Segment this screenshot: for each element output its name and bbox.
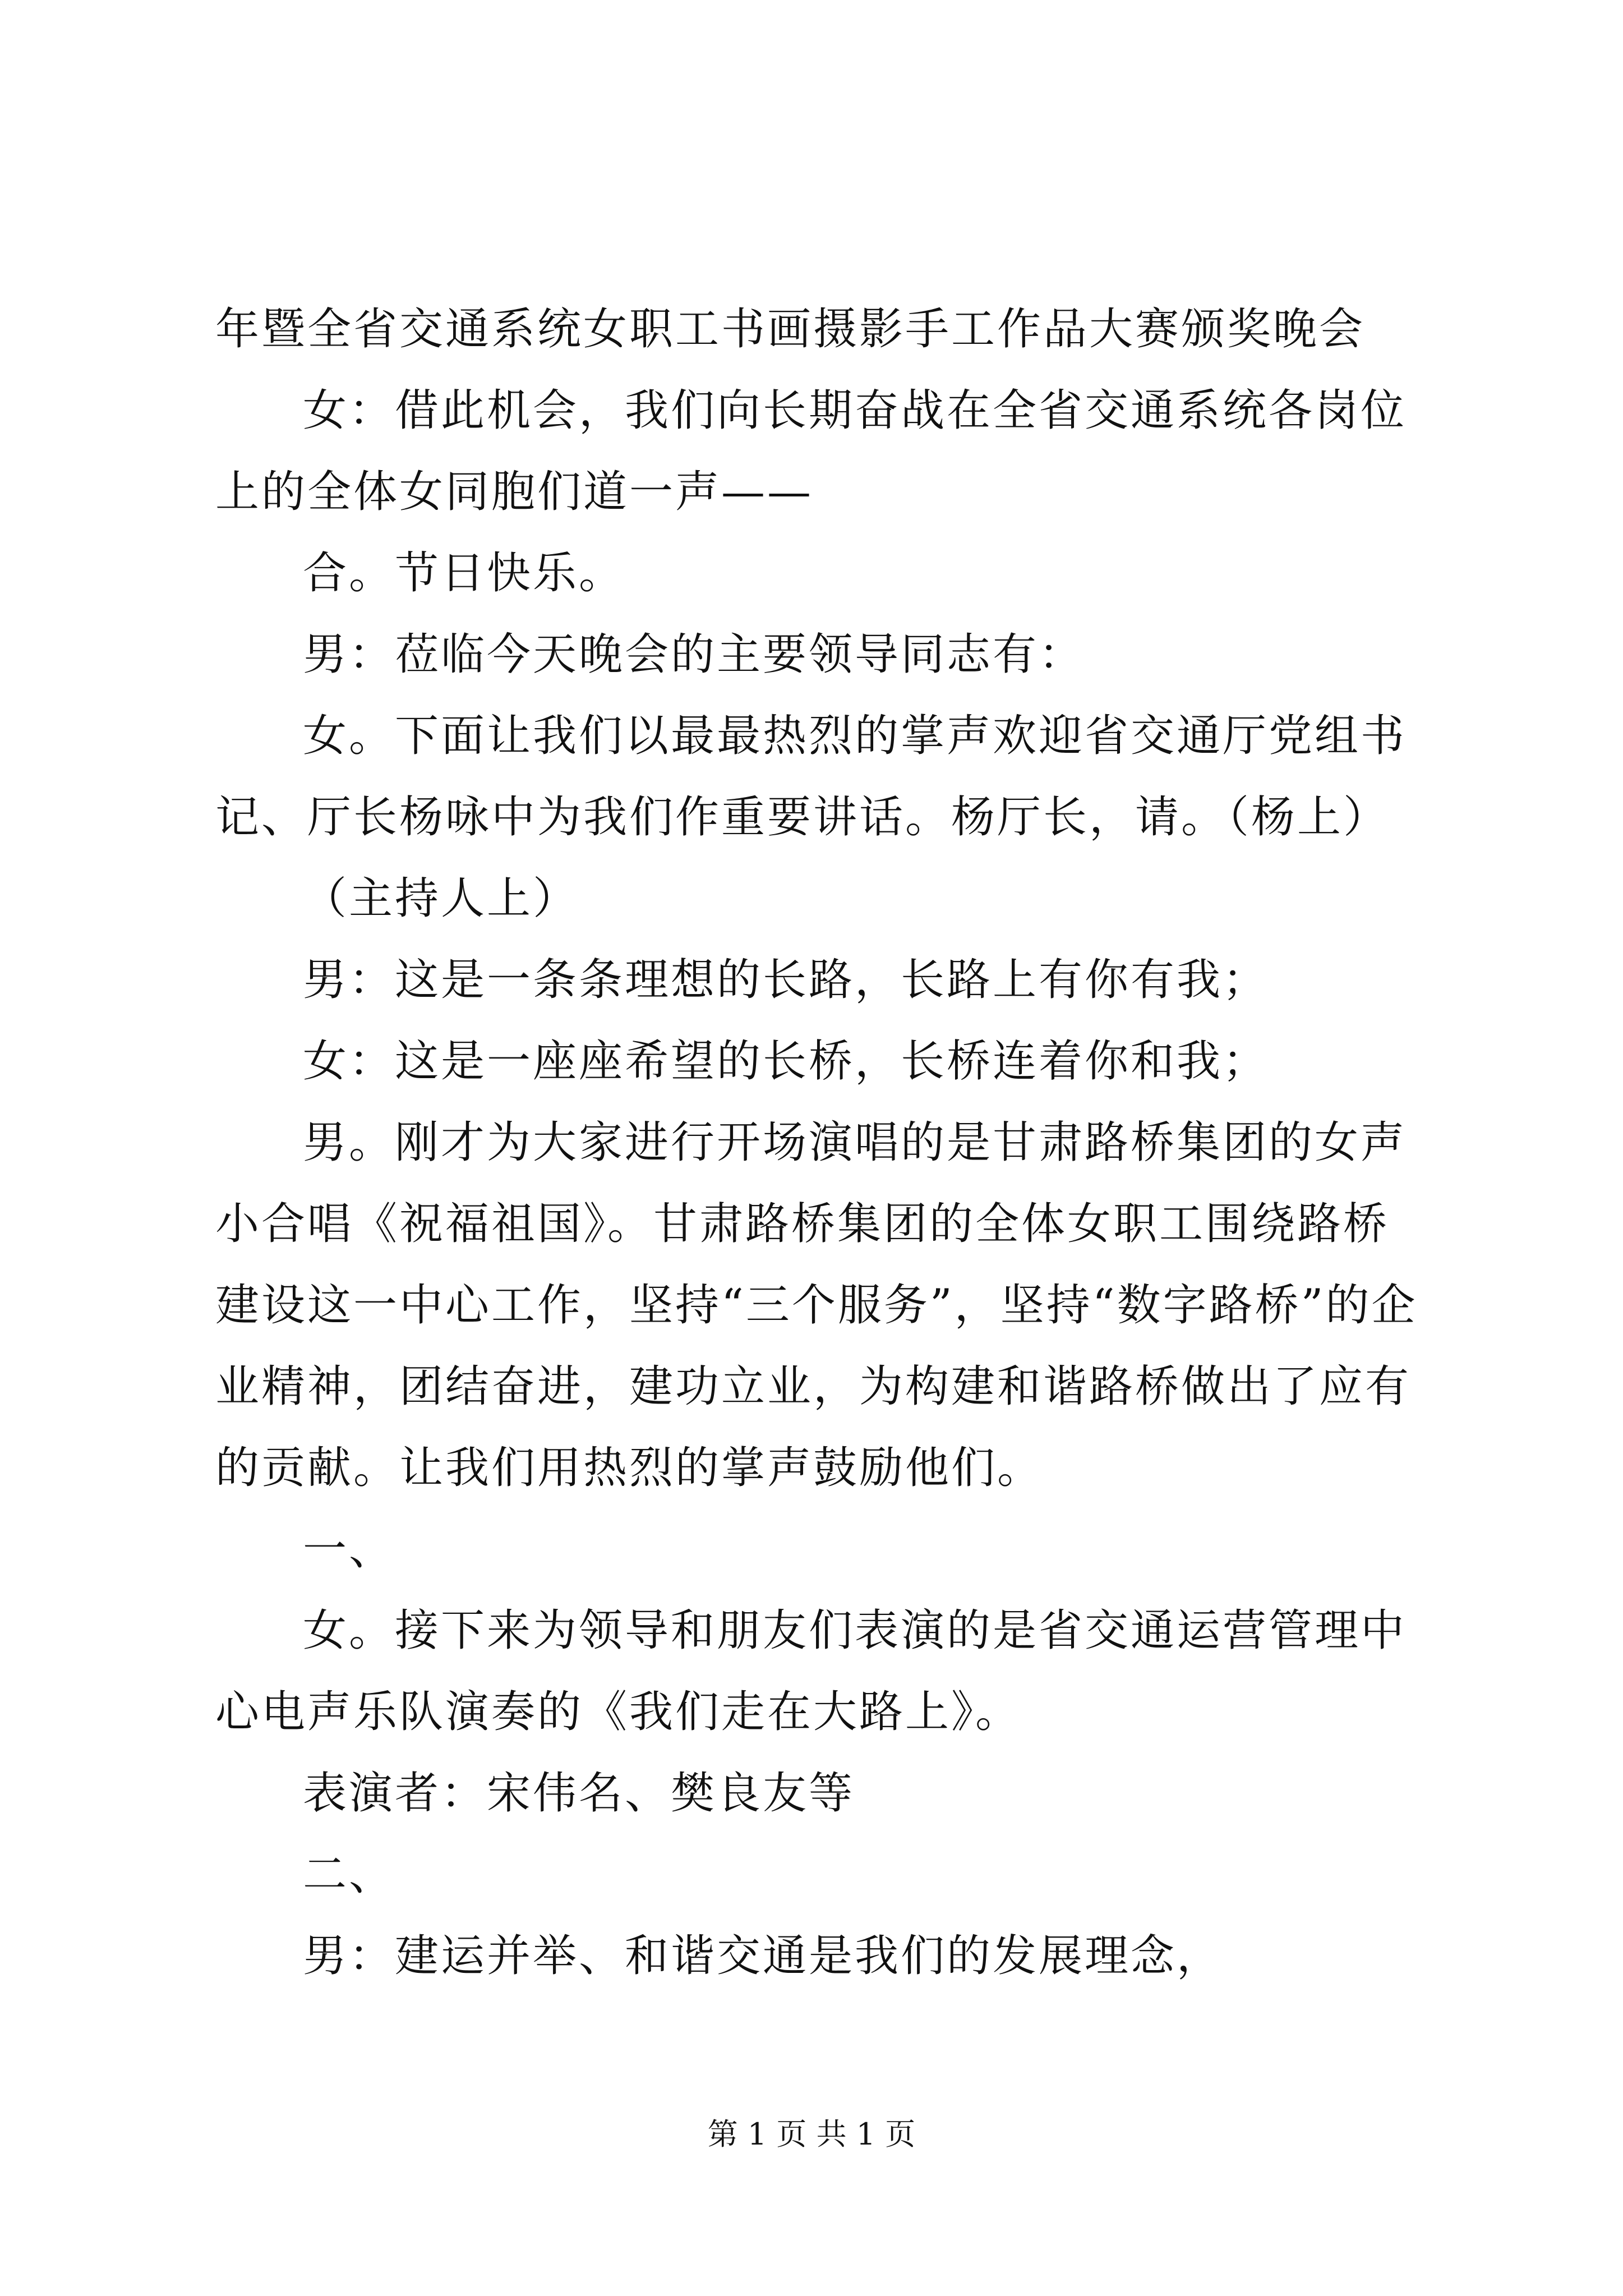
paragraph: 女：借此机会，我们向长期奋战在全省交通系统各岗位上的全体女同胞们道一声——: [215, 385, 1407, 517]
paragraph: 一、: [303, 1524, 395, 1575]
paragraph: 男：这是一条条理想的长路，长路上有你有我；: [303, 955, 1269, 1005]
paragraph: 女。接下来为领导和朋友们表演的是省交通运营管理中心电声乐队演奏的《我们走在大路上》。: [215, 1605, 1407, 1737]
paragraph: 男：建运并举、和谐交通是我们的发展理念，: [303, 1931, 1223, 1981]
paragraph: 二、: [303, 1849, 395, 1900]
document-body: [215, 289, 1427, 1997]
paragraph: 男：莅临今天晚会的主要领导同志有：: [303, 629, 1085, 680]
paragraph: 男。刚才为大家进行开场演唱的是甘肃路桥集团的女声小合唱《祝福祖国》。甘肃路桥集团的全体女职工围绕路桥建设这一中心工作，坚持“三个服务”，坚持“数字路桥”的企业精神，团结奋进，建功立业，为构建和谐路桥做出了应有的贡献。让我们用热烈的掌声鼓励他们。: [215, 1117, 1418, 1493]
paragraph: 年暨全省交通系统女职工书画摄影手工作品大赛颁奖晚会: [215, 304, 1366, 355]
paragraph: 合。节日快乐。: [303, 548, 625, 599]
paragraph: 女：这是一座座希望的长桥，长桥连着你和我；: [303, 1036, 1269, 1087]
paragraph: 女。下面让我们以最最热烈的掌声欢迎省交通厅党组书记、厅长杨咏中为我们作重要讲话。杨厅长，请。（杨上）: [215, 711, 1407, 843]
paragraph: 表演者：宋伟名、樊良友等: [303, 1768, 855, 1819]
page-number-footer: 第 1 页 共 1 页: [707, 2116, 916, 2152]
paragraph: （主持人上）: [303, 873, 579, 924]
